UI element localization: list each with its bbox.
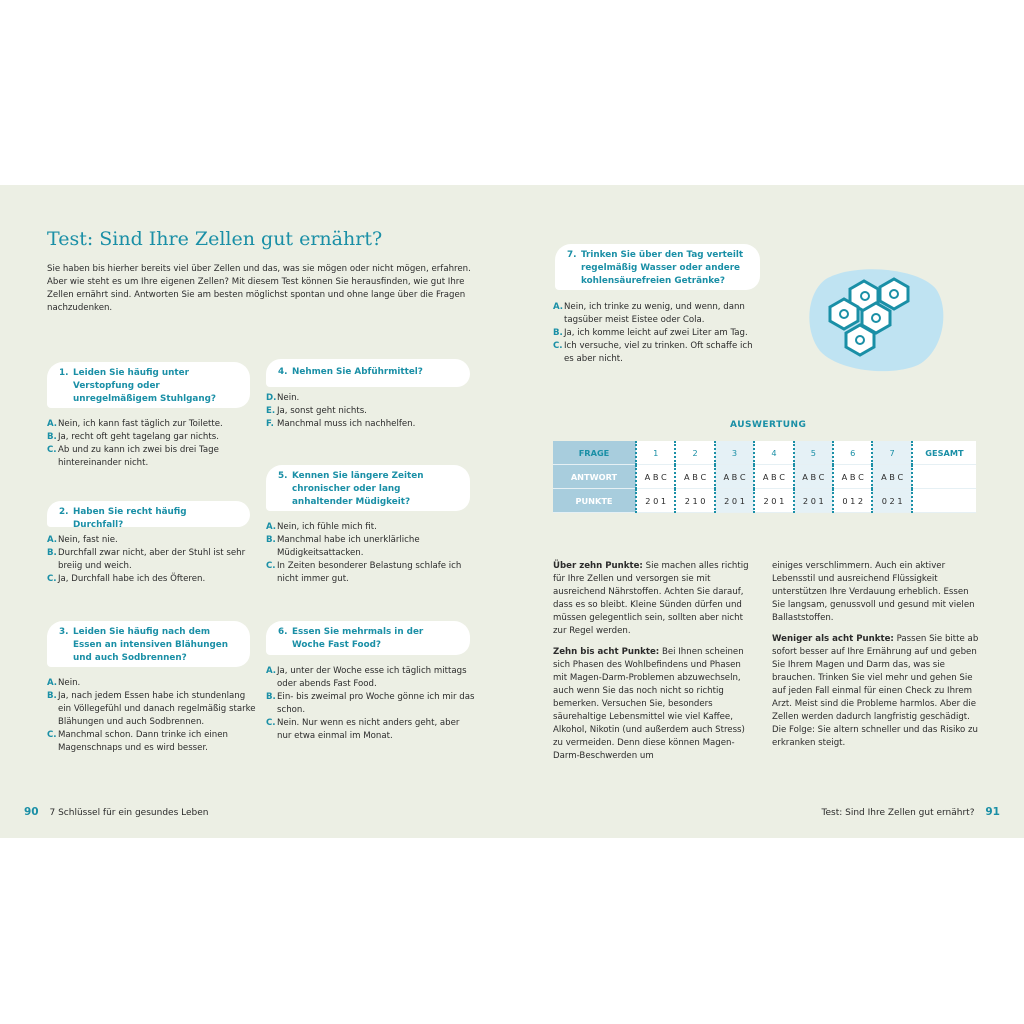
auswertung-table xyxy=(553,441,976,513)
evaluation-text: Passen Sie bitte ab sofort besser auf Ihre Ernährung auf und geben Sie Ihrem Magen und Darm das, was sie brauchen. Trinken Sie viel mehr und gehen Sie auf jeden Fall einmal für einen Check zu Ihrem Arzt. Meist sind die Probleme harmlos. Aber die Zellen werden dadurch langfristig geschädigt. Die Folge: Sie altern schneller und das Risiko zu erkranken steigt. xyxy=(772,634,979,748)
answer-letter: A. xyxy=(47,535,58,545)
answer-text: Manchmal habe ich unerklärliche Müdigkeitsattacken. xyxy=(277,535,420,558)
answer-letter: D. xyxy=(266,393,277,403)
answer-item xyxy=(47,729,257,755)
intro-text: Sie haben bis hierher bereits viel über Zellen und das, was sie mögen oder nicht mögen, erfahren. Aber wie steht es um Ihre eigenen Zellen? Mit diesem Test können Sie herausfinden, wie gut Ihre Zellen ernährt sind. Antworten Sie am besten möglichst spontan und ohne lange über die Fragen nachzudenken. xyxy=(47,264,471,313)
column-header: 2 xyxy=(675,441,714,465)
answer-text: Ja, ich komme leicht auf zwei Liter am Tag. xyxy=(564,328,748,338)
answer-letter: A. xyxy=(47,419,58,429)
table-cell: 2 0 1 xyxy=(715,489,754,513)
table-cell: 2 1 0 xyxy=(675,489,714,513)
answer-letter: C. xyxy=(266,561,276,571)
answer-item xyxy=(47,690,257,729)
question-text: Essen Sie mehrmals in der Woche Fast Food? xyxy=(292,627,424,650)
column-header: 6 xyxy=(833,441,872,465)
answer-item xyxy=(47,534,257,547)
answer-item xyxy=(266,691,476,717)
evaluation-paragraph xyxy=(553,646,755,763)
answer-item xyxy=(266,534,476,560)
answer-letter: A. xyxy=(266,522,277,532)
answer-letter: E. xyxy=(266,406,276,416)
answer-item xyxy=(47,547,257,573)
column-header: 7 xyxy=(872,441,911,465)
answers-5 xyxy=(266,521,476,586)
question-text: Haben Sie recht häufig Durchfall? xyxy=(73,507,187,530)
evaluation-text: Bei Ihnen scheinen sich Phasen des Wohlbefindens und Phasen mit Magen-Darm-Problemen abzuwechseln, auch wenn Sie das noch nicht so richtig bemerken. Versuchen Sie, besonders säurehaltige Lebensmittel wie viel Kaffee, Alkohol, Nikotin (und außerdem auch Stress) zu vermeiden. Denn diese können Magen-Darm-Beschwerden um xyxy=(553,647,745,761)
running-head-left: 7 Schlüssel für ein gesundes Leben xyxy=(49,808,209,818)
answer-text: In Zeiten besonderer Belastung schlafe ich nicht immer gut. xyxy=(277,561,462,584)
running-head-right: Test: Sind Ihre Zellen gut ernährt? xyxy=(821,808,975,818)
answer-item xyxy=(266,717,476,743)
evaluation-text-continued: einiges verschlimmern. Auch ein aktiver Lebensstil und ausreichend Flüssigkeit unterstützen Ihre Verdauung erheblich. Essen Sie langsam, genussvoll und gesund mit vielen Ballaststoffen. xyxy=(772,561,975,623)
answer-item xyxy=(47,573,257,586)
answer-text: Nein. xyxy=(277,393,300,403)
evaluation-column-1 xyxy=(553,560,755,763)
question-7 xyxy=(555,244,760,290)
evaluation-paragraph xyxy=(553,560,755,638)
answer-text: Ein- bis zweimal pro Woche gönne ich mir das schon. xyxy=(277,692,475,715)
answer-letter: B. xyxy=(47,691,57,701)
answer-item xyxy=(47,431,257,444)
answer-text: Ja, recht oft geht tagelang gar nichts. xyxy=(58,432,219,442)
question-text: Trinken Sie über den Tag verteilt regelmäßig Wasser oder andere kohlensäurefreien Getränke? xyxy=(581,250,744,286)
auswertung-title: AUSWERTUNG xyxy=(730,420,807,430)
table-cell: A B C xyxy=(636,465,675,489)
question-number: 3. xyxy=(59,627,69,637)
evaluation-paragraph xyxy=(772,633,980,750)
column-header: 1 xyxy=(636,441,675,465)
question-number: 5. xyxy=(278,471,288,481)
table-cell: A B C xyxy=(794,465,833,489)
answers-7 xyxy=(553,301,758,366)
evaluation-column-2 xyxy=(772,560,980,750)
question-4 xyxy=(266,359,470,387)
answers-4 xyxy=(266,392,476,431)
table-cell: A B C xyxy=(872,465,911,489)
gesamt-cell xyxy=(912,465,976,489)
question-number: 4. xyxy=(278,367,288,377)
answer-item xyxy=(266,392,476,405)
footer-left xyxy=(24,806,208,818)
column-header-gesamt: GESAMT xyxy=(912,441,976,465)
answer-letter: B. xyxy=(47,548,57,558)
answer-item xyxy=(266,405,476,418)
answer-letter: F. xyxy=(266,419,274,429)
answer-item xyxy=(266,560,476,586)
answer-letter: A. xyxy=(47,678,58,688)
evaluation-text: Sie machen alles richtig für Ihre Zellen und versorgen sie mit ausreichend Nährstoffen. Achten Sie darauf, dass es so bleibt. Kleine Sünden dürfen und müssen gelegentlich sein, sollten aber nicht zur Regel werden. xyxy=(553,561,749,636)
answer-item xyxy=(266,521,476,534)
column-header: 5 xyxy=(794,441,833,465)
answer-letter: C. xyxy=(47,574,57,584)
question-2 xyxy=(47,501,250,530)
question-5 xyxy=(266,465,470,511)
answer-item xyxy=(47,677,257,690)
gesamt-cell xyxy=(912,489,976,513)
answer-text: Ja, Durchfall habe ich des Öfteren. xyxy=(58,574,206,584)
evaluation-heading: Zehn bis acht Punkte: xyxy=(553,647,660,657)
question-6 xyxy=(266,621,470,655)
answer-text: Nein. xyxy=(58,678,81,688)
book-spread xyxy=(0,185,1024,838)
answer-item xyxy=(553,301,758,327)
page-title: Test: Sind Ihre Zellen gut ernährt? xyxy=(47,228,383,250)
question-3 xyxy=(47,621,250,667)
answer-text: Manchmal muss ich nachhelfen. xyxy=(277,419,416,429)
table-cell: 2 0 1 xyxy=(754,489,793,513)
question-number: 6. xyxy=(278,627,288,637)
table-cell: A B C xyxy=(715,465,754,489)
question-number: 7. xyxy=(567,250,577,260)
table-row xyxy=(553,489,976,513)
answer-text: Ja, nach jedem Essen habe ich stundenlang ein Völlegefühl und danach regelmäßig starke Blähungen und auch Sodbrennen. xyxy=(58,691,256,727)
table-cell: 2 0 1 xyxy=(794,489,833,513)
question-text: Kennen Sie längere Zeiten chronischer oder lang anhaltender Müdigkeit? xyxy=(292,471,424,507)
table-cell: A B C xyxy=(754,465,793,489)
table-cell: 0 2 1 xyxy=(872,489,911,513)
question-number: 2. xyxy=(59,507,69,517)
answer-item xyxy=(266,418,476,431)
answer-letter: B. xyxy=(553,328,563,338)
row-label-punkte: PUNKTE xyxy=(553,489,636,513)
answer-item xyxy=(553,340,758,366)
table-cell: 2 0 1 xyxy=(636,489,675,513)
answer-item xyxy=(47,418,257,431)
answer-text: Nein, fast nie. xyxy=(58,535,118,545)
answer-text: Ich versuche, viel zu trinken. Oft schaffe ich es aber nicht. xyxy=(564,341,753,364)
answer-text: Manchmal schon. Dann trinke ich einen Magenschnaps und es wird besser. xyxy=(58,730,228,753)
answer-text: Ja, unter der Woche esse ich täglich mittags oder abends Fast Food. xyxy=(277,666,467,689)
table-cell: 0 1 2 xyxy=(833,489,872,513)
page-number-left: 90 xyxy=(24,806,39,818)
evaluation-heading: Weniger als acht Punkte: xyxy=(772,634,894,644)
question-number: 1. xyxy=(59,368,69,378)
table-row xyxy=(553,465,976,489)
answer-text: Nein, ich fühle mich fit. xyxy=(277,522,377,532)
answer-letter: C. xyxy=(553,341,563,351)
cells-icon xyxy=(808,267,946,372)
answer-letter: A. xyxy=(266,666,277,676)
answer-letter: C. xyxy=(47,730,57,740)
answer-item xyxy=(553,327,758,340)
answer-text: Ab und zu kann ich zwei bis drei Tage hintereinander nicht. xyxy=(58,445,219,468)
evaluation-heading: Über zehn Punkte: xyxy=(553,561,643,571)
column-header: 4 xyxy=(754,441,793,465)
answer-text: Ja, sonst geht nichts. xyxy=(277,406,367,416)
answer-letter: A. xyxy=(553,302,564,312)
question-text: Leiden Sie häufig nach dem Essen an intensiven Blähungen und auch Sodbrennen? xyxy=(73,627,228,663)
answer-letter: B. xyxy=(266,535,276,545)
question-1 xyxy=(47,362,250,408)
answers-6 xyxy=(266,665,476,743)
footer-right xyxy=(822,806,1001,818)
answer-letter: B. xyxy=(266,692,276,702)
table-cell: A B C xyxy=(675,465,714,489)
answer-text: Nein, ich kann fast täglich zur Toilette. xyxy=(58,419,223,429)
answer-letter: C. xyxy=(266,718,276,728)
row-label-antwort: ANTWORT xyxy=(553,465,636,489)
table-row xyxy=(553,441,976,465)
answer-letter: C. xyxy=(47,445,57,455)
answers-3 xyxy=(47,677,257,755)
table-cell: A B C xyxy=(833,465,872,489)
page-number-right: 91 xyxy=(985,806,1000,818)
answer-letter: B. xyxy=(47,432,57,442)
question-text: Nehmen Sie Abführmittel? xyxy=(292,367,423,377)
question-text: Leiden Sie häufig unter Verstopfung oder unregelmäßigem Stuhlgang? xyxy=(73,368,217,404)
answers-1 xyxy=(47,418,257,470)
column-header: 3 xyxy=(715,441,754,465)
row-label-frage: FRAGE xyxy=(553,441,636,465)
answers-2 xyxy=(47,534,257,586)
answer-item xyxy=(266,665,476,691)
answer-text: Durchfall zwar nicht, aber der Stuhl ist sehr breiig und weich. xyxy=(58,548,246,571)
answer-item xyxy=(47,444,257,470)
answer-text: Nein, ich trinke zu wenig, und wenn, dann tagsüber meist Eistee oder Cola. xyxy=(564,302,745,325)
answer-text: Nein. Nur wenn es nicht anders geht, aber nur etwa einmal im Monat. xyxy=(277,718,460,741)
